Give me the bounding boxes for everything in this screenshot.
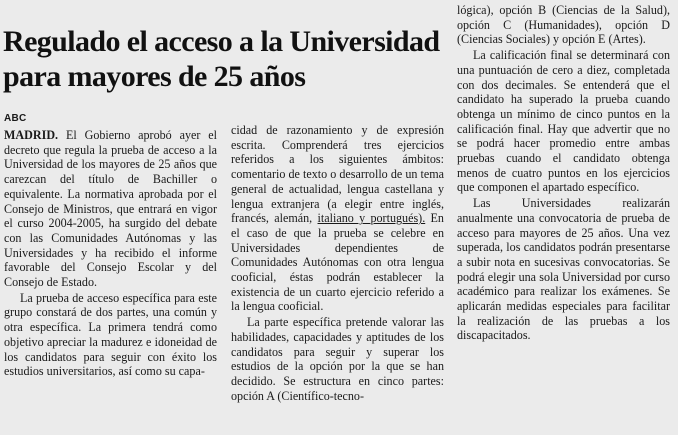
- column-3: [457, 3, 670, 343]
- paragraph: La prueba de acceso específica para este grupo constará de dos partes, una común y otra específica. La primera tendrá como objetivo apreciar la madurez e idoneidad de los candidatos para seguir con éxito los estudios universitarios, así como su capa-: [4, 290, 217, 379]
- paragraph-text: El Gobierno aprobó ayer el decreto que regula la prueba de acceso a la Universidad de los mayores de 25 años que carezcan del título de Bachiller o equivalente. La normativa aprobada por el Consejo de Ministros, que entrará en vigor el curso 2004-2005, ha surgido del debate con las Comunidades Autónomas y las Universidades y ha recibido el informe favorable del Consejo Escolar y del Consejo de Estado.: [4, 128, 217, 290]
- paragraph-text: En el caso de que la prueba se celebre en Universidades dependientes de Comunidades Autónomas con otra lengua cooficial, éstas podrán establecer la existencia de un cuarto ejercicio referido a la lengua cooficial.: [231, 211, 444, 314]
- article-headline: [3, 24, 448, 94]
- column-1: [4, 128, 217, 379]
- paragraph: [4, 128, 217, 290]
- paragraph-text: cidad de razonamiento y de expresión escrita. Comprenderá tres ejercicios referidos a los siguientes ámbitos: comentario de texto o desarrollo de un tema general de actualidad, lengua castellana y lengua extranjera (a elegir entre inglés, francés, alemán,: [231, 123, 444, 226]
- headline-line-1: Regulado el acceso a la Universidad: [3, 25, 440, 58]
- paragraph: La calificación final se determinará con una puntuación de cero a diez, completada con dos decimales. Se entenderá que el candidato ha superado la prueba cuando obtenga un mínimo de cinco puntos en la calificación final. Hay que advertir que no se podrá hacer promedio entre ambas pruebas cuando el candidato obtenga menos de cuatro puntos en los ejercicios que componen el apartado específico.: [457, 48, 670, 195]
- source-label: ABC: [4, 113, 27, 124]
- paragraph: Las Universidades realizarán anualmente una convocatoria de prueba de acceso para mayores de 25 años. Una vez superada, los candidatos podrán presentarse a subir nota en sucesivas convocatorias. Se podrá elegir una sola Universidad por curso académico para realizar los exámenes. Se aplicarán medidas especiales para facilitar la realización de las pruebas a los discapacitados.: [457, 196, 670, 343]
- dateline: MADRID.: [4, 128, 59, 142]
- paragraph: La parte específica pretende valorar las habilidades, capacidades y aptitudes de los candidatos para seguir y superar los estudios de la opción por la que se han decidido. Se estructura en cinco partes: opción A (Científico-tecno-: [231, 315, 444, 403]
- paragraph: lógica), opción B (Ciencias de la Salud), opción C (Humanidades), opción D (Ciencias Sociales) y opción E (Artes).: [457, 3, 670, 47]
- headline-line-2: para mayores de 25 años: [3, 60, 306, 93]
- column-2: [231, 123, 444, 403]
- underlined-text: italiano y portugués).: [317, 211, 426, 226]
- paragraph: [231, 123, 444, 314]
